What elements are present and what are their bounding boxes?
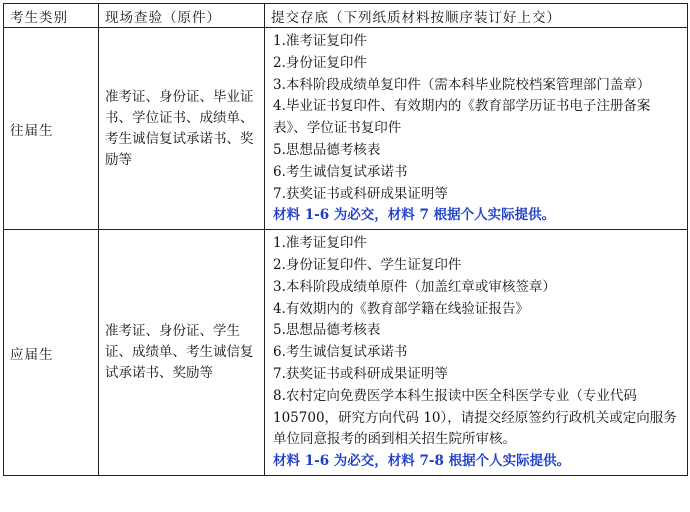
list-item: 1.准考证复印件 — [273, 33, 367, 49]
list-item: 4.有效期内的《教育部学籍在线验证报告》 — [273, 300, 529, 317]
header-onsite-check: 现场查验（原件） — [99, 4, 265, 28]
requirement-note: 材料 1-6 为必交，材料 7 根据个人实际提供。 — [273, 207, 556, 224]
submit-list-cell — [265, 230, 688, 476]
list-item: 5.思想品德考核表 — [273, 141, 381, 158]
list-item: 8.农村定向免费医学本科生报读中医全科医学专业（专业代码 105700，研究方向代码 10），请提交经原签约行政机关或定向服务单位同意报考的函到相关招生院所审核。 — [273, 387, 677, 448]
onsite-check-cell: 准考证、身份证、学生证、成绩单、考生诚信复试承诺书、奖励等 — [99, 230, 265, 476]
materials-table — [3, 3, 688, 476]
list-item: 5.思想品德考核表 — [273, 322, 381, 339]
requirement-note: 材料 1-6 为必交，材料 7-8 根据个人实际提供。 — [273, 453, 571, 470]
table-row — [4, 28, 688, 230]
category-cell: 往届生 — [4, 28, 99, 230]
header-submit-materials: 提交存底（下列纸质材料按顺序装订好上交） — [265, 4, 688, 28]
list-item: 2.身份证复印件 — [273, 54, 367, 71]
list-item: 1.准考证复印件 — [273, 235, 367, 252]
list-item: 7.获奖证书或科研成果证明等 — [273, 185, 448, 202]
category-cell: 应届生 — [4, 230, 99, 476]
list-item: 3.本科阶段成绩单复印件（需本科毕业院校档案管理部门盖章） — [273, 76, 651, 93]
list-item: 6.考生诚信复试承诺书 — [273, 344, 408, 361]
header-row — [4, 4, 688, 28]
list-item: 6.考生诚信复试承诺书 — [273, 163, 408, 180]
list-item: 7.获奖证书或科研成果证明等 — [273, 365, 448, 382]
list-item: 2.身份证复印件、学生证复印件 — [273, 256, 462, 273]
onsite-check-cell: 准考证、身份证、毕业证书、学位证书、成绩单、考生诚信复试承诺书、奖励等 — [99, 28, 265, 230]
list-item: 4.毕业证书复印件、有效期内的《教育部学历证书电子注册备案表》、学位证书复印件 — [273, 98, 651, 137]
submit-list-cell — [265, 28, 688, 230]
table-row — [4, 230, 688, 476]
list-item: 3.本科阶段成绩单原件（加盖红章或审核签章） — [273, 278, 556, 295]
header-category: 考生类别 — [4, 4, 99, 28]
